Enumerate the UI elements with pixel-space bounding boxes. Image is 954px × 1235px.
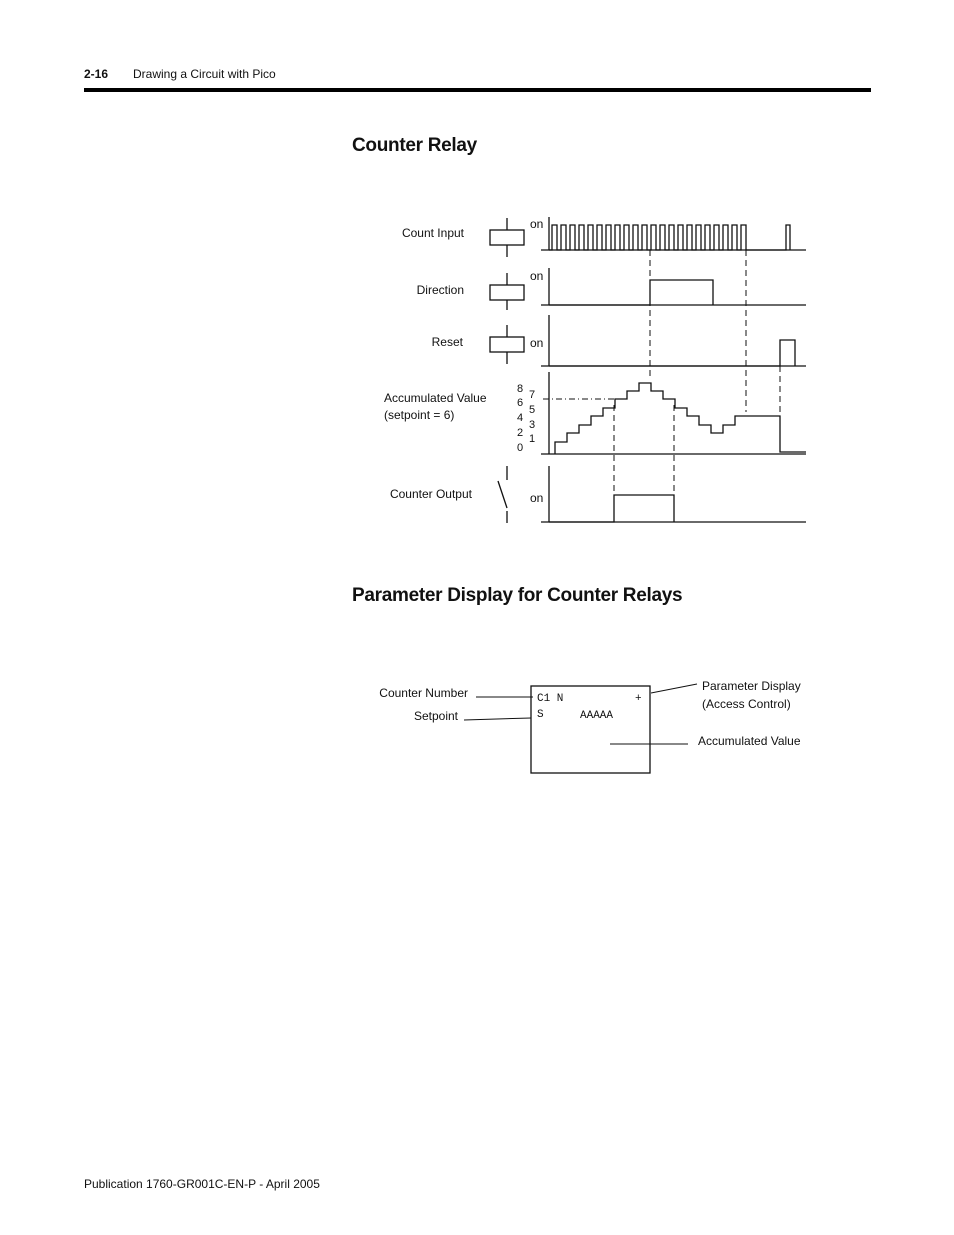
reset-signal (549, 340, 795, 366)
direction-label: Direction (416, 283, 464, 297)
direction-contact-symbol (490, 285, 524, 300)
direction-on-label: on (530, 269, 544, 283)
lcd-setpoint-s: S (537, 709, 544, 721)
counter-output-on-label: on (530, 491, 544, 505)
parameter-display-diagram (379, 679, 801, 773)
tick-label: 8 (516, 383, 524, 395)
count-input-contact-symbol (490, 230, 524, 245)
access-control-label: (Access Control) (702, 697, 791, 711)
setpoint-note: (setpoint = 6) (384, 408, 455, 422)
lcd-counter-id: C1 N (537, 693, 564, 705)
lcd-accumulated-value: AAAAA (580, 710, 614, 722)
reset-on-label: on (530, 336, 544, 350)
tick-label: 6 (516, 397, 524, 409)
counter-output-label: Counter Output (389, 487, 472, 501)
page-number: 2-16 (84, 67, 109, 81)
publication-footer: Publication 1760-GR001C-EN-P - April 2005 (84, 1177, 320, 1191)
parameter-display-leader (651, 684, 697, 693)
tick-label: 1 (528, 433, 536, 445)
setpoint-leader (464, 718, 531, 720)
accumulated-value-label: Accumulated Value (384, 391, 487, 405)
direction-signal (549, 280, 713, 305)
tick-label: 2 (516, 427, 524, 439)
count-input-label: Count Input (401, 226, 464, 240)
chapter-title: Drawing a Circuit with Pico (133, 67, 276, 81)
accumulated-value-signal (555, 383, 806, 454)
reset-contact-symbol (490, 337, 524, 352)
reset-label: Reset (431, 335, 463, 349)
counter-output-signal (549, 495, 674, 522)
tick-label: 0 (516, 442, 524, 454)
section-title-counter-relay: Counter Relay (352, 135, 477, 156)
tick-label: 3 (528, 419, 536, 431)
tick-label: 4 (516, 412, 524, 424)
lcd-plus-sign: + (635, 693, 642, 705)
setpoint-label: Setpoint (413, 709, 458, 723)
count-input-on-label: on (530, 217, 544, 231)
accumulated-value-callout: Accumulated Value (698, 734, 801, 748)
tick-label: 7 (528, 389, 536, 401)
parameter-display-label: Parameter Display (702, 679, 801, 693)
section-title-parameter-display: Parameter Display for Counter Relays (352, 585, 683, 606)
counter-output-contact-symbol (498, 466, 507, 523)
counter-number-label: Counter Number (379, 686, 468, 700)
tick-label: 5 (528, 404, 536, 416)
count-input-signal (549, 225, 790, 250)
